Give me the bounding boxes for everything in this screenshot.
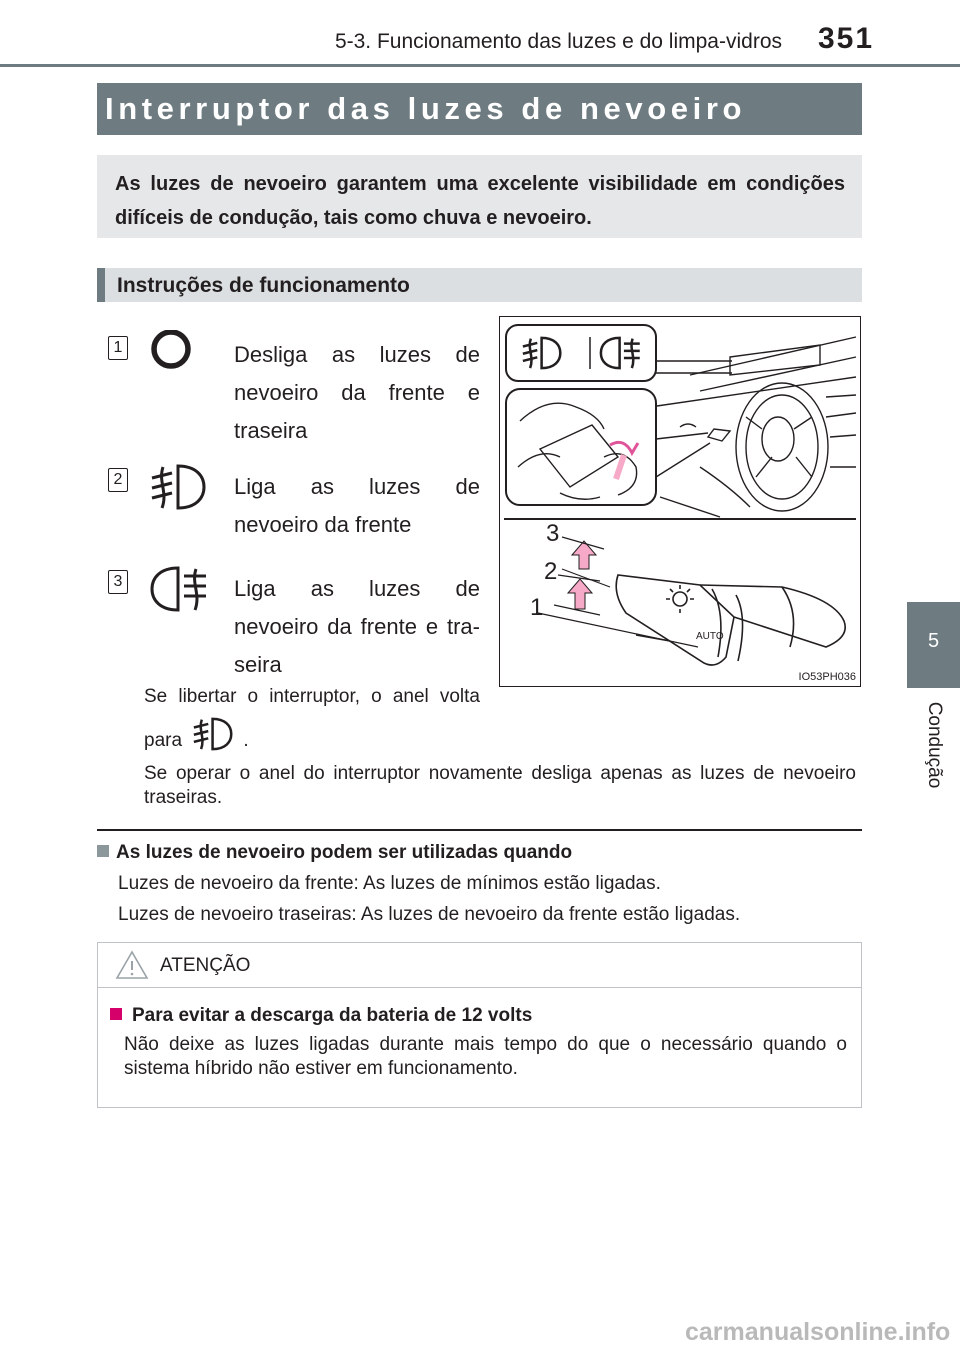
section-rule [97,829,862,831]
callout-2: 2 [544,558,558,585]
subheading-accent [97,268,105,302]
chapter-label: Condução [924,701,945,789]
section-title-bar [97,83,862,135]
chapter-label-wrap [916,700,952,800]
bullet-square-icon [110,1008,122,1020]
bullet-square-icon [97,845,109,857]
caution-text: Não deixe as luzes ligadas durante mais tempo do que o necessário quando o sistema híbrido não estiver em funcionamento. [124,1034,847,1079]
item-text: Liga as luzes de nevoeiro da frente e tra-seira [234,576,480,677]
switch-illustration [499,316,861,687]
chapter-number: 5 [927,630,940,652]
page-number: 351 [818,22,875,55]
watermark: carmanualsonline.info [685,1318,951,1346]
warning-triangle-icon [114,949,150,981]
item-number-box: 2 [108,468,128,492]
callout-1: 1 [530,594,544,621]
caution-title-text: Para evitar a descarga da bateria de 12 volts [132,1005,533,1026]
figure-code: IO53PH036 [798,671,856,683]
fog-off-icon [148,330,208,381]
item-text: Liga as luzes de nevoeiro da frente [234,474,480,537]
dashboard-drawing [650,337,856,517]
subheading-text: Instruções de funcionamento [117,274,410,297]
caution-box [97,942,862,1108]
chapter-tab [907,602,960,688]
conditions-heading [97,842,572,864]
operate-note: Se operar o anel do interruptor novamente desliga apenas as luzes de nevoeiro traseiras. [144,763,856,808]
item-text: Desliga as luzes de nevoeiro da frente e traseira [234,342,480,443]
callout-numbers [530,520,559,621]
front-fog-icon [148,462,212,517]
conditions-heading-text: As luzes de nevoeiro podem ser utilizadas quando [116,842,573,863]
front-rear-fog-icon [148,564,212,619]
item-number-box: 3 [108,570,128,594]
intro-box [97,155,862,238]
callout-3: 3 [546,520,560,547]
intro-text: As luzes de nevoeiro garantem uma excelente visibilidade em condições difíceis de condução, tais como chuva e nevoeiro. [115,173,845,229]
running-header-section: 5-3. Funcionamento das luzes e do limpa-vidros [334,30,782,53]
release-note [144,678,480,766]
release-note-text: Se libertar o interruptor, o anel volta para [144,686,480,752]
subheading-bar [97,268,862,302]
section-title: Interruptor das luzes de nevoeiro [105,91,747,126]
svg-text:AUTO: AUTO [696,631,724,642]
caution-header [98,943,861,988]
condition-line: Luzes de nevoeiro da frente: As luzes de mínimos estão ligadas. [118,873,661,894]
front-fog-icon [191,716,237,766]
condition-line: Luzes de nevoeiro traseiras: As luzes de nevoeiro da frente estão ligadas. [118,904,741,925]
caution-title [110,1005,532,1027]
lever-drawing [616,575,845,665]
caution-label: ATENÇÃO [160,955,251,976]
release-note-end: . [243,730,249,752]
item-number-box: 1 [108,336,128,360]
arrow-markers [568,541,596,609]
header-rule [0,64,960,67]
